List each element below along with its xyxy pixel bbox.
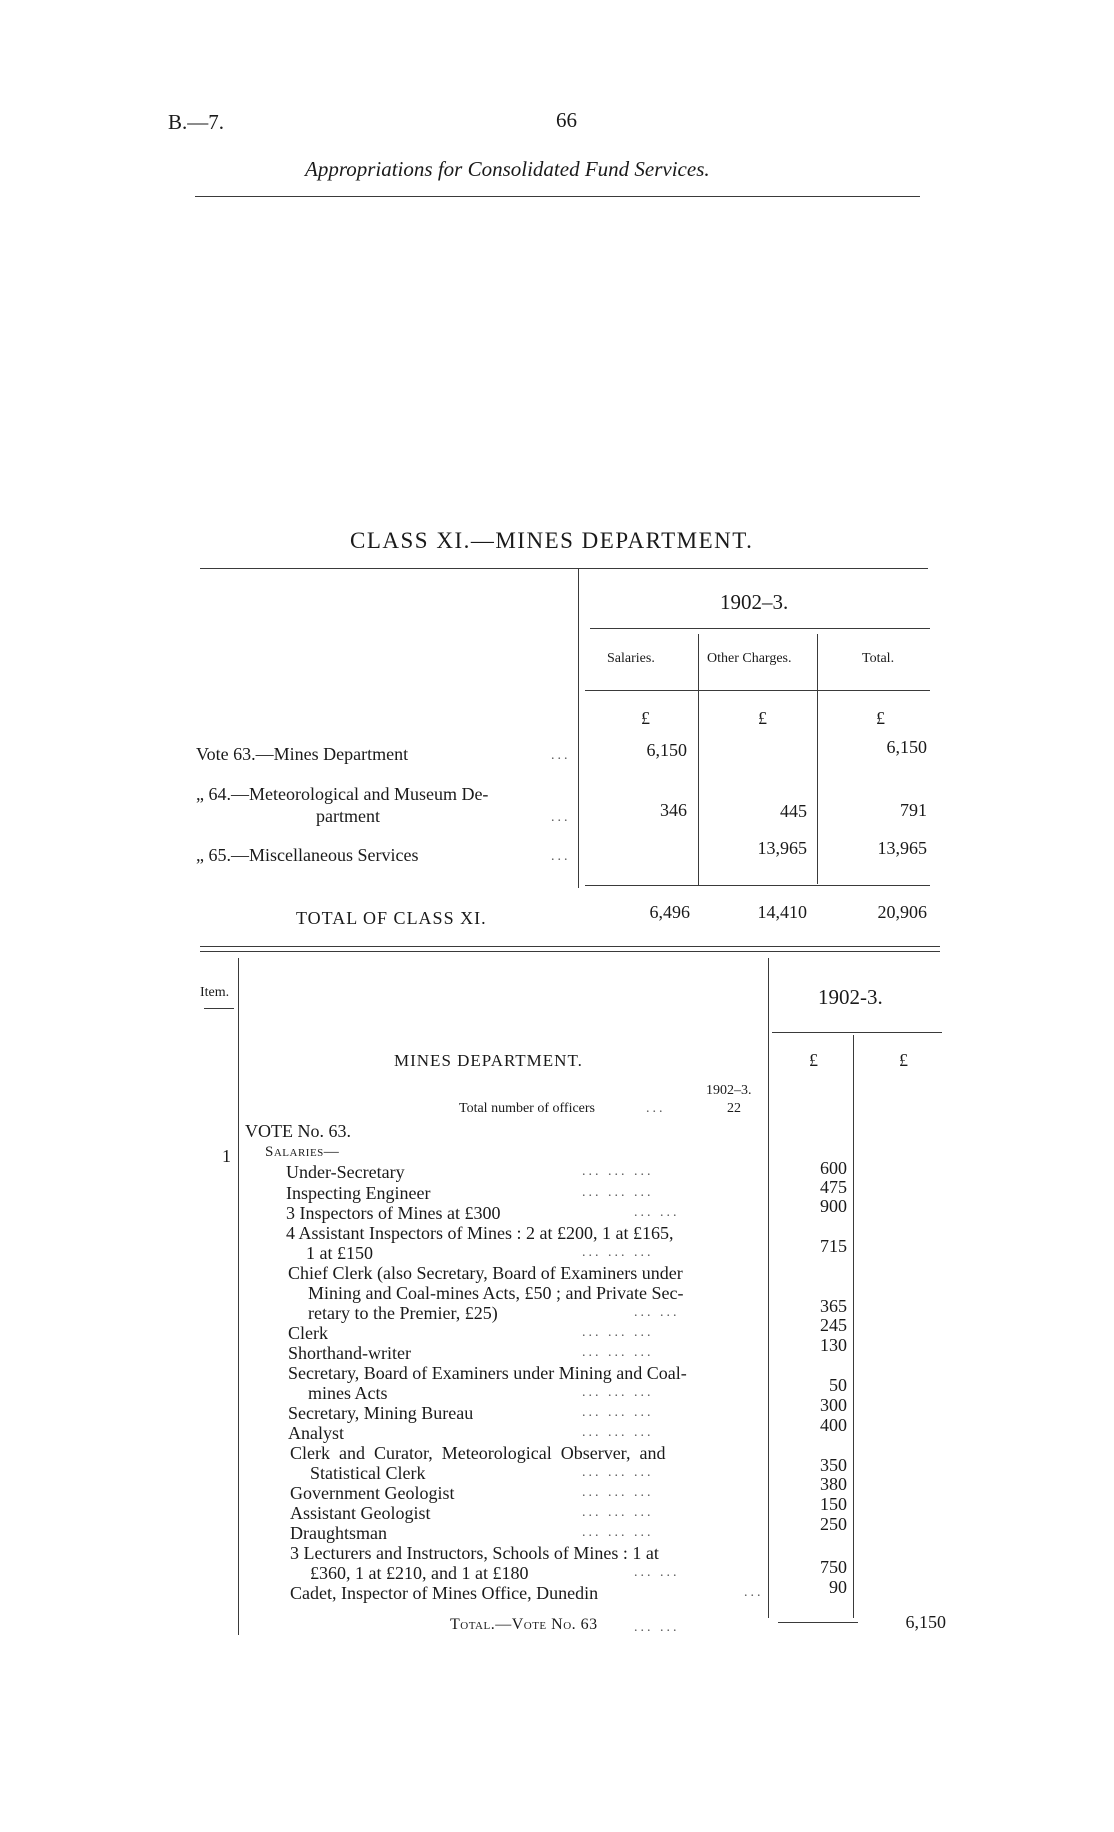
summary-col-divider-1 [698, 634, 699, 886]
salary-line-amount: 130 [820, 1335, 847, 1355]
detail-item-header: Item. [200, 985, 230, 1000]
currency-other: £ [758, 708, 767, 728]
summary-col-divider-2 [817, 634, 818, 884]
col-header-other-charges: Other Charges. [707, 651, 792, 666]
summary-row-dots: ... [551, 849, 571, 864]
salary-line: Draughtsman [290, 1523, 387, 1543]
page-number: 66 [556, 108, 577, 132]
summary-row-label-continued: partment [316, 806, 380, 826]
vote-label: VOTE No. 63. [245, 1121, 351, 1141]
salary-line: 1 at £150 [306, 1243, 373, 1263]
detail-item-divider [238, 958, 239, 1635]
detail-amount-divider [768, 958, 769, 1618]
salary-line-dots: ... ... ... [582, 1345, 654, 1360]
salary-line-dots: ... ... ... [582, 1425, 654, 1440]
salary-line-amount: 475 [820, 1177, 847, 1197]
summary-row-total: 6,150 [886, 737, 927, 757]
salary-line: Secretary, Board of Examiners under Mining and Coal- [288, 1363, 687, 1383]
salary-line: mines Acts [308, 1383, 388, 1403]
summary-top-rule [200, 568, 928, 569]
summary-colhead-rule [585, 690, 930, 691]
summary-row-total: 13,965 [877, 838, 927, 858]
summary-total-total: 20,906 [877, 902, 927, 922]
summary-left-divider [578, 568, 579, 888]
currency-salaries: £ [641, 708, 650, 728]
detail-currency-right: £ [899, 1050, 908, 1070]
summary-total-rule [585, 885, 930, 886]
salary-line-dots: ... ... [634, 1565, 680, 1580]
page-title: Appropriations for Consolidated Fund Services. [305, 157, 710, 181]
summary-row-label: Vote 63.—Mines Department [196, 744, 409, 764]
officers-label: Total number of officers [459, 1101, 595, 1116]
vote-total-amount: 6,150 [905, 1612, 946, 1632]
salary-line: Clerk [288, 1323, 328, 1343]
salary-line: Assistant Geologist [290, 1503, 431, 1523]
salary-line: Under-Secretary [286, 1162, 405, 1182]
salary-line: 4 Assistant Inspectors of Mines : 2 at £200, 1 at £165, [286, 1223, 674, 1243]
salary-line: £360, 1 at £210, and 1 at £180 [310, 1563, 529, 1583]
salary-line-dots: ... [744, 1585, 764, 1600]
salary-line: Mining and Coal-mines Acts, £50 ; and Private Sec- [308, 1283, 684, 1303]
salary-line-amount: 380 [820, 1474, 847, 1494]
summary-bottom-rule-double [200, 951, 940, 952]
salary-line-amount: 750 [820, 1557, 847, 1577]
vote-total-dots: ... ... [634, 1620, 680, 1635]
summary-bottom-rule [200, 946, 940, 947]
col-header-total: Total. [862, 651, 895, 666]
summary-row-total: 791 [900, 800, 927, 820]
salary-line: retary to the Premier, £25) [308, 1303, 498, 1323]
salary-line-dots: ... ... [634, 1205, 680, 1220]
item-number: 1 [222, 1146, 231, 1166]
salary-line: 3 Inspectors of Mines at £300 [286, 1203, 501, 1223]
salaries-heading: Salaries— [265, 1144, 340, 1160]
salary-line-dots: ... ... ... [582, 1465, 654, 1480]
summary-total-other: 14,410 [757, 902, 807, 922]
salary-line-dots: ... ... [634, 1305, 680, 1320]
detail-year-rule [772, 1032, 942, 1033]
salary-line-amount: 365 [820, 1296, 847, 1316]
summary-total-label: TOTAL OF CLASS XI. [296, 908, 487, 928]
salary-line-amount: 300 [820, 1395, 847, 1415]
summary-row-label: „ 64.—Meteorological and Museum De- [196, 784, 489, 804]
detail-pound-divider [853, 1035, 854, 1618]
salary-line-dots: ... ... ... [582, 1164, 654, 1179]
officers-count: 22 [727, 1101, 741, 1116]
summary-row-salaries: 6,150 [646, 740, 687, 760]
salary-line: Government Geologist [290, 1483, 455, 1503]
salary-line-dots: ... ... ... [582, 1245, 654, 1260]
salary-line-dots: ... ... ... [582, 1385, 654, 1400]
salary-line-dots: ... ... ... [582, 1405, 654, 1420]
vote-total-rule [778, 1622, 858, 1623]
summary-row-other: 13,965 [757, 838, 807, 858]
salary-line-amount: 245 [820, 1315, 847, 1335]
salary-line-amount: 715 [820, 1236, 847, 1256]
summary-row-label: „ 65.—Miscellaneous Services [196, 845, 419, 865]
salary-line: Chief Clerk (also Secretary, Board of Examiners under [288, 1263, 683, 1283]
summary-row-dots: ... [551, 748, 571, 763]
salary-line-amount: 150 [820, 1494, 847, 1514]
class-heading: CLASS XI.—MINES DEPARTMENT. [350, 528, 754, 553]
salary-line: Clerk and Curator, Meteorological Observer, and [290, 1443, 666, 1463]
salary-line-amount: 400 [820, 1415, 847, 1435]
col-header-salaries: Salaries. [607, 651, 655, 666]
salary-line: Cadet, Inspector of Mines Office, Dunedin [290, 1583, 599, 1603]
currency-total: £ [876, 708, 885, 728]
summary-row-dots: ... [551, 810, 571, 825]
salary-line: Analyst [288, 1423, 344, 1443]
detail-currency-left: £ [809, 1050, 818, 1070]
officers-dots: ... [646, 1101, 666, 1116]
salary-line-dots: ... ... ... [582, 1485, 654, 1500]
page-ref: B.—7. [168, 110, 225, 134]
summary-row-other: 445 [780, 801, 807, 821]
salary-line-amount: 600 [820, 1158, 847, 1178]
officers-year: 1902–3. [706, 1083, 752, 1098]
salary-line: Shorthand-writer [288, 1343, 411, 1363]
salary-line: 3 Lecturers and Instructors, Schools of Mines : 1 at [290, 1543, 659, 1563]
salary-line: Secretary, Mining Bureau [288, 1403, 474, 1423]
salary-line-amount: 90 [829, 1577, 847, 1597]
salary-line-dots: ... ... ... [582, 1185, 654, 1200]
salary-line-amount: 50 [829, 1375, 847, 1395]
header-rule [195, 196, 920, 197]
summary-row-salaries: 346 [660, 800, 687, 820]
summary-year: 1902–3. [720, 590, 789, 614]
summary-year-rule [590, 628, 930, 629]
salary-line-dots: ... ... ... [582, 1525, 654, 1540]
salary-line-amount: 900 [820, 1196, 847, 1216]
dept-title: MINES DEPARTMENT. [394, 1051, 583, 1070]
detail-year: 1902-3. [818, 985, 883, 1009]
vote-total-label: Total.—Vote No. 63 [450, 1616, 598, 1633]
detail-item-underline [204, 1008, 234, 1009]
salary-line-dots: ... ... ... [582, 1325, 654, 1340]
salary-line-amount: 350 [820, 1455, 847, 1475]
summary-total-salaries: 6,496 [649, 902, 690, 922]
salary-line-dots: ... ... ... [582, 1505, 654, 1520]
salary-line: Statistical Clerk [310, 1463, 426, 1483]
salary-line-amount: 250 [820, 1514, 847, 1534]
salary-line: Inspecting Engineer [286, 1183, 431, 1203]
